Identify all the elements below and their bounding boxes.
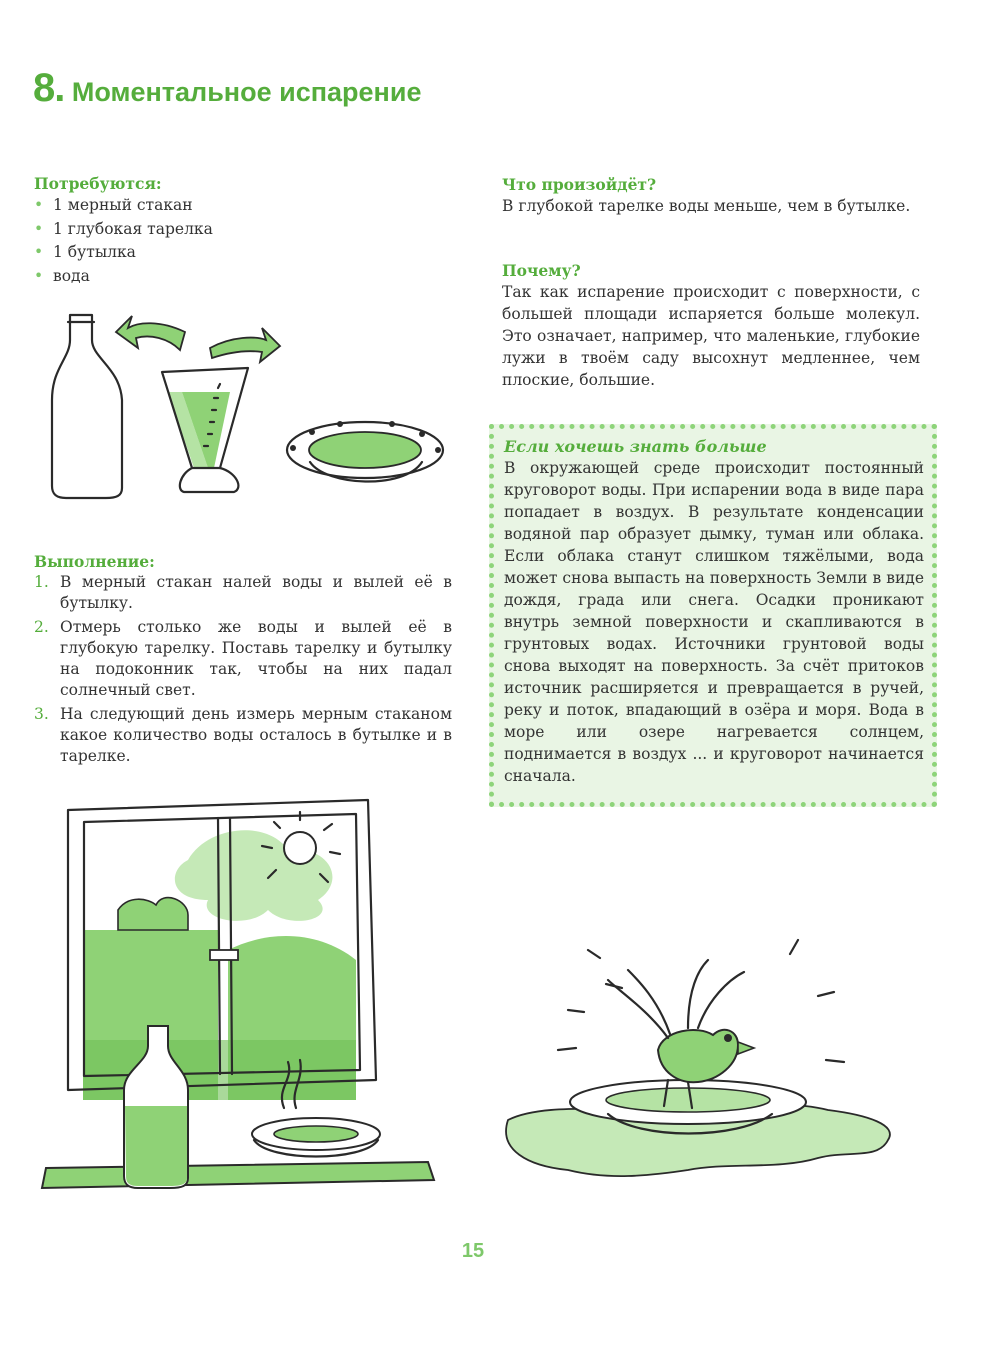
page-title: [33, 66, 421, 114]
section-number: 8.: [33, 66, 65, 110]
section-title: Моментальное испарение: [71, 77, 422, 107]
step-text: В мерный стакан налей воды и вылей её в бутылку.: [60, 573, 452, 613]
list-item: • 1 мерный стакан: [34, 194, 464, 218]
step-number: 3.: [34, 704, 49, 723]
steps-section: [34, 552, 452, 770]
why-text: Так как испарение происходит с поверхности, с большей площади испаряется больше молекул. Это означает, например, что маленькие, глубокие лужи в твоём саду высохнут медленнее, чем плоские, большие.: [502, 283, 920, 389]
step-number: 1.: [34, 573, 49, 591]
more-info-heading: Если хочешь знать больше: [504, 437, 767, 456]
bird-illustration: [488, 930, 908, 1210]
steps-heading: Выполнение:: [34, 552, 155, 571]
more-info-text: В окружающей среде происходит постоянный круговорот воды. При испарении вода в виде пара попадает в воздух. В результате конденсации водяной пар образует дымку, туман или облака. Если облака станут слишком тяжёлыми, вода может снова выпасть на поверхность Земли в виде дождя, града или снега. Осадки проникают внутрь земной поверхности и скапливаются в грунтовых водах. Источники грунтовой воды снова выходят на поверхность. За счёт притоков источник расширяется и превращается в ручей, реку и поток, впадающий в озёра и моря. Вода в море или озере нагревается солнцем, поднимается в воздух ... и круговорот начинается сначала.: [504, 459, 924, 785]
list-item: [34, 617, 452, 702]
materials-illustration: [40, 300, 460, 505]
requirements-heading: Потребуются:: [34, 174, 162, 193]
what-happens-heading: Что произойдёт?: [502, 175, 657, 194]
list-item: • вода: [34, 265, 464, 289]
list-item: [34, 704, 452, 768]
why-heading: Почему?: [502, 261, 581, 280]
step-text: На следующий день измерь мерным стаканом какое количество воды осталось в бутылке и в тарелке.: [60, 704, 452, 766]
requirements-list: [34, 194, 464, 288]
what-happens-section: [502, 175, 920, 217]
step-text: Отмерь столько же воды и вылей её в глубокую тарелку. Поставь тарелку и бутылку на подоконник так, чтобы на них падал солнечный свет.: [60, 617, 452, 700]
step-number: 2.: [34, 617, 49, 636]
list-item: • 1 бутылка: [34, 241, 464, 265]
what-happens-text: В глубокой тарелке воды меньше, чем в бутылке.: [502, 197, 911, 215]
list-item: [34, 572, 452, 615]
more-info-box: [489, 424, 937, 807]
requirements-section: [34, 174, 464, 288]
page-number: 15: [461, 1240, 485, 1262]
steps-list: [34, 572, 452, 768]
list-item: • 1 глубокая тарелка: [34, 218, 464, 242]
why-section: [502, 261, 920, 391]
window-illustration: [38, 790, 443, 1210]
